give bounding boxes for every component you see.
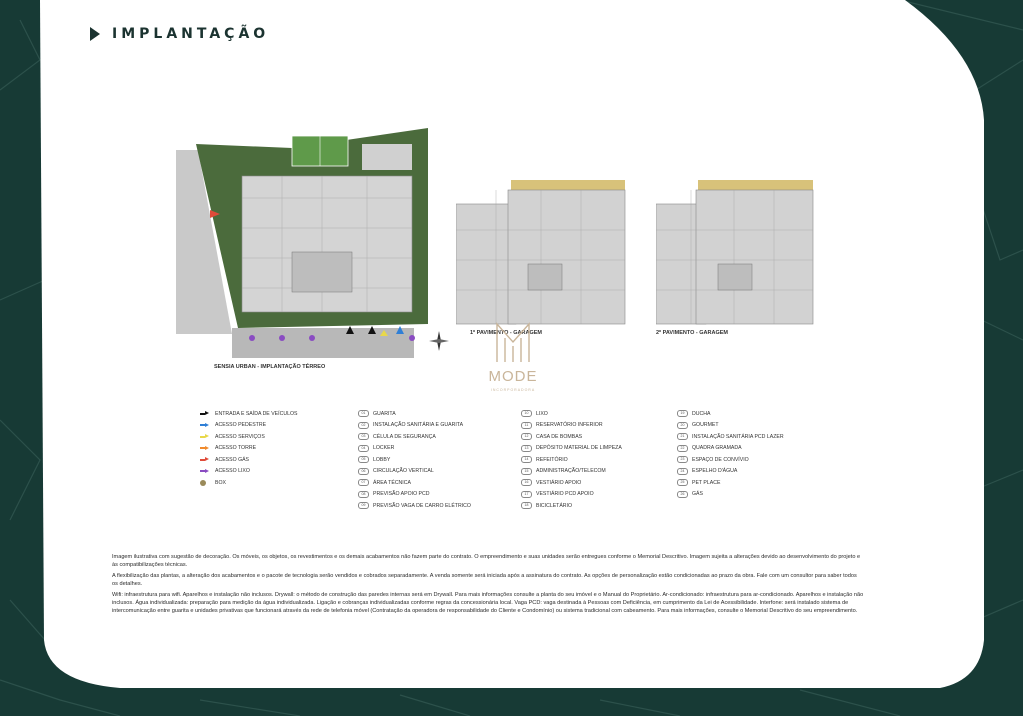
legend-access bbox=[200, 408, 297, 489]
page-title: IMPLANTAÇÃO bbox=[112, 26, 270, 42]
legend-item: 06 CIRCULAÇÃO VERTICAL bbox=[358, 466, 471, 478]
dot-icon bbox=[200, 480, 206, 486]
legend-item: 19 DUCHA bbox=[677, 408, 784, 420]
legend-item: 05 LOBBY bbox=[358, 454, 471, 466]
compass-icon bbox=[428, 330, 450, 352]
legend-item: ACESSO TORRE bbox=[200, 443, 297, 455]
legend-item: 25 PET PLACE bbox=[677, 477, 784, 489]
legend-item: ACESSO PEDESTRE bbox=[200, 420, 297, 432]
legend-item: 24 ESPELHO D'ÁGUA bbox=[677, 466, 784, 478]
legend-item: 13 DEPÓSITO MATERIAL DE LIMPEZA bbox=[521, 443, 622, 455]
disclaimer-paragraph: A flexibilização das plantas, a alteração dos acabamentos e o pacote de tecnologia serão vendidos e cobrados separadamente. A venda somente será iniciada após a assinatura do contrato. As opções de personalização estão condicionadas ao prazo da obra. Fale com um consultor para saber todos os detalhes. bbox=[112, 573, 857, 587]
logo-name: MODE bbox=[488, 368, 538, 385]
legend-item: 20 GOURMET bbox=[677, 420, 784, 432]
arrow-icon bbox=[200, 434, 209, 439]
legend-item: 04 LOCKER bbox=[358, 443, 471, 455]
arrow-icon bbox=[200, 457, 209, 462]
legend-column-3 bbox=[677, 408, 784, 500]
legend-item: 18 BICICLETÁRIO bbox=[521, 500, 622, 512]
legend-item: 16 VESTIÁRIO APOIO bbox=[521, 477, 622, 489]
floor2-garage-plan bbox=[656, 180, 814, 326]
legend-item: ACESSO GÁS bbox=[200, 454, 297, 466]
page-header bbox=[90, 26, 269, 42]
legend-item: 21 INSTALAÇÃO SANITÁRIA PCD LAZER bbox=[677, 431, 784, 443]
legend-item: 15 ADMINISTRAÇÃO/TELECOM bbox=[521, 466, 622, 478]
title-bullet-icon bbox=[90, 27, 100, 41]
legend-column-2 bbox=[521, 408, 622, 512]
disclaimer-paragraph: Imagem ilustrativa com sugestão de decoração. Os móveis, os objetos, os revestimentos e os demais acabamentos não fazem parte do contrato. O empreendimento e suas unidades serão entregues conforme o Memorial Descritivo. Imagem sujeita a alterações devido ao desenvolvimento do projeto e às compatibilizações técnicas. bbox=[112, 554, 861, 568]
legend-item: 12 CASA DE BOMBAS bbox=[521, 431, 622, 443]
floor2-caption: 2º PAVIMENTO - GARAGEM bbox=[656, 330, 728, 336]
legend-column-1 bbox=[358, 408, 471, 512]
logo-subtitle: INCORPORADORA bbox=[490, 388, 536, 392]
disclaimer-notes bbox=[112, 554, 864, 619]
legend-item: 09 PREVISÃO VAGA DE CARRO ELÉTRICO bbox=[358, 500, 471, 512]
floor1-garage-plan bbox=[456, 180, 626, 326]
logo-mark-icon bbox=[493, 320, 533, 364]
arrow-icon bbox=[200, 411, 209, 416]
legend-item: 02 INSTALAÇÃO SANITÁRIA E GUARITA bbox=[358, 420, 471, 432]
legend-item: ACESSO LIXO bbox=[200, 466, 297, 478]
legend-item: 03 CÉLULA DE SEGURANÇA bbox=[358, 431, 471, 443]
legend-item: 08 PREVISÃO APOIO PCD bbox=[358, 489, 471, 501]
legend-item: 01 GUARITA bbox=[358, 408, 471, 420]
legend-item: ACESSO SERVIÇOS bbox=[200, 431, 297, 443]
legend-item: 11 RESERVATÓRIO INFERIOR bbox=[521, 420, 622, 432]
legend-item: 07 ÁREA TÉCNICA bbox=[358, 477, 471, 489]
logo bbox=[478, 318, 548, 398]
legend-item: 17 VESTIÁRIO PCD APOIO bbox=[521, 489, 622, 501]
legend-item: 10 LIXO bbox=[521, 408, 622, 420]
legend-item: ENTRADA E SAÍDA DE VEÍCULOS bbox=[200, 408, 297, 420]
legend-item: 23 ESPAÇO DE CONVÍVIO bbox=[677, 454, 784, 466]
arrow-icon bbox=[200, 446, 209, 451]
legend-item: BOX bbox=[200, 477, 297, 489]
arrow-icon bbox=[200, 423, 209, 428]
ground-floor-caption: SENSIA URBAN - IMPLANTAÇÃO TÉRREO bbox=[214, 364, 326, 370]
ground-floor-plan bbox=[172, 128, 428, 364]
floor1-caption: 1º PAVIMENTO - GARAGEM bbox=[470, 330, 542, 336]
disclaimer-paragraph: Wifi: infraestrutura para wifi. Aparelhos e instalação não inclusos. Drywall: o método de construção das paredes internas será em Drywall. Para mais informações consulte a planta do seu imóvel e o Manual do Proprietário. Ar-condicionado: infraestrutura para ar-condicionado. Aparelhos e instalação não inclusos. Água individualizada: preparação para medição da água individualizada. Ligação e cobranças individualizadas conforme regras da concessionária local. Vaga PCD: vaga destinada à Pessoas com Deficiência, em cumprimento da Lei de Acessibilidade. Interfone: será instalado sistema de intercomunicação entre guarita e unidades privativas que funcionará através da rede de telefonia móvel (Contratação da operadora de responsabilidade do Cliente e Condomínio) ou sistema tradicional com cabeamento. Para mais informações, consulte o Memorial Descritivo do seu empreendimento. bbox=[112, 592, 864, 614]
legend-item: 26 GÁS bbox=[677, 489, 784, 501]
arrow-icon bbox=[200, 469, 209, 474]
legend-item: 22 QUADRA GRAMADA bbox=[677, 443, 784, 455]
legend-item: 14 REFEITÓRIO bbox=[521, 454, 622, 466]
